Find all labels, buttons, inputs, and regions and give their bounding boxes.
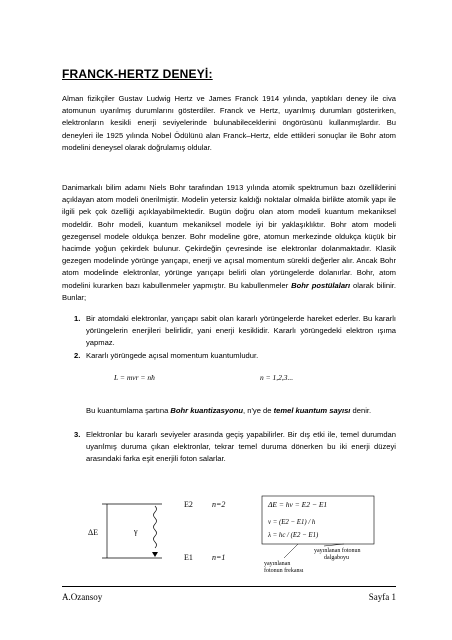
page-title: FRANCK-HERTZ DENEYİ: (62, 67, 213, 81)
quant-term: Bohr kuantizasyonu (170, 406, 243, 415)
formula-energy: ΔE = hν = E2 − E1 (268, 500, 328, 509)
label-freq-2: fotonun frekansı (264, 568, 304, 574)
list-item (62, 313, 396, 350)
quant-term2: temel kuantum sayısı (273, 406, 351, 415)
postulate-list-a (62, 313, 396, 362)
arrow-down-icon (152, 552, 158, 557)
formula-nu: ν = (E2 − E1) / h (268, 519, 316, 526)
quant-pre: Bu kuantumlama şartına (86, 406, 171, 415)
list-item-text: Elektronlar bu kararlı seviyeler arasında geçiş yapabilirler. Bir dış etki ile, temel durumdan uyarılmış duruma çıkan elektronlar, tekrar temel duruma dönerken bu iki enerji düzeyi arasındaki farka eşit enerjili foton salarlar. (86, 430, 396, 464)
footer-page-number: Sayfa 1 (368, 592, 396, 602)
list-item (62, 350, 396, 362)
photon-wave-icon (154, 506, 157, 548)
label-gamma: γ (134, 527, 138, 536)
label-e2: E2 (184, 500, 193, 509)
list-item (62, 429, 396, 466)
quant-mid: , n'ye de (243, 406, 274, 415)
list-item-text: Bir atomdaki elektronlar, yarıçapı sabit olan kararlı yörüngelerde hareket ederler. Bu kararlı yörüngelerin enerjileri belirlidir, yani enerji kesiklidir. Kararlı yörüngedeki elektron ışıma yapmaz. (86, 314, 396, 348)
equation-angular-momentum: L = mvr = nħ (114, 373, 155, 382)
paragraph-intro: Alman fizikçiler Gustav Ludwig Hertz ve James Franck 1914 yılında, yaptıkları deney ile civa atomunun uyarılmış durumlarını gösterdiler. Franck ve Hertz, uyarılmış durumları gösterirken, elektronların kesikli enerji seviyelerinde bulunabileceklerini öngörüsünü kullanmışlardır. Bu deneyleri ile 1925 yılında Nobel Ödülünü alan Franck–Hertz, elde ettikleri sonuçlar ile Bohr atom modelini deneysel olarak doğrulamış oldular. (62, 94, 396, 152)
label-wavelength-2: dalgaboyu (324, 555, 349, 561)
list-item-number: 2. (74, 350, 81, 360)
list-item-number: 3. (74, 430, 81, 439)
postulates-tail: olarak bilinir. Bunlar; (62, 280, 396, 302)
label-n1: n=1 (212, 553, 226, 562)
label-wavelength-1: yayınlanan fotonun (314, 548, 361, 554)
label-delta-e: ΔE (88, 528, 99, 537)
postulate-list-b (62, 429, 396, 466)
label-freq-1: yayınlanan (264, 561, 291, 567)
paragraph-bohr (62, 182, 396, 304)
equation-n-values: n = 1,2,3... (260, 373, 294, 382)
list-item-text: Kararlı yörüngede açısal momentum kuantumludur. (86, 350, 259, 360)
quant-post: denir. (350, 406, 372, 415)
formula-lambda: λ = hc / (E2 − E1) (268, 532, 319, 539)
postulates-term: Bohr postülaları (291, 280, 351, 290)
paragraph-bohr-text: Danimarkalı bilim adamı Niels Bohr tarafından 1913 yılında atomik spektrumun bazı özelliklerini açıklayan atom modeli önerilmiştir. Modelin yetersiz kaldığı noktalar olmakla birlikte atomik yapı ile ilgili pek çok özelliği açıklayabilmektedir. Bugün doğru olan atom modeli kuantum mekaniksel modeldir. Bohr modeli, kuantum mekaniksel modele iyi bir yaklaşıklıktır. Bohr atom modeli gezegensel modele oldukça benzer. Bohr modeline göre, atomun merkezinde oldukça küçük bir hacimde yoğun çekirdek bulunur. Çekirdeğin çevresinde ise elektronlar dolanmaktadır. Klasik gezegen modelinde yörünge yarıçapı, enerji ve açısal momentum sürekli değerler alır. Ancak Bohr atom modelinde elektronlar, yörünge yarıçapı belirli olan yörüngelerde dolanırlar. Bohr, atom modelini kurarken bazı kabullenmeler yapmıştır. Bu kabullenmeler (62, 183, 396, 290)
footer-author: A.Ozansoy (62, 592, 103, 602)
label-n2: n=2 (212, 500, 226, 509)
footer-divider (62, 586, 396, 587)
quantization-note (86, 405, 396, 417)
list-item-number: 1. (74, 314, 81, 323)
energy-level-diagram (62, 494, 396, 576)
pointer-line-freq (284, 544, 298, 558)
label-e1: E1 (184, 553, 193, 562)
